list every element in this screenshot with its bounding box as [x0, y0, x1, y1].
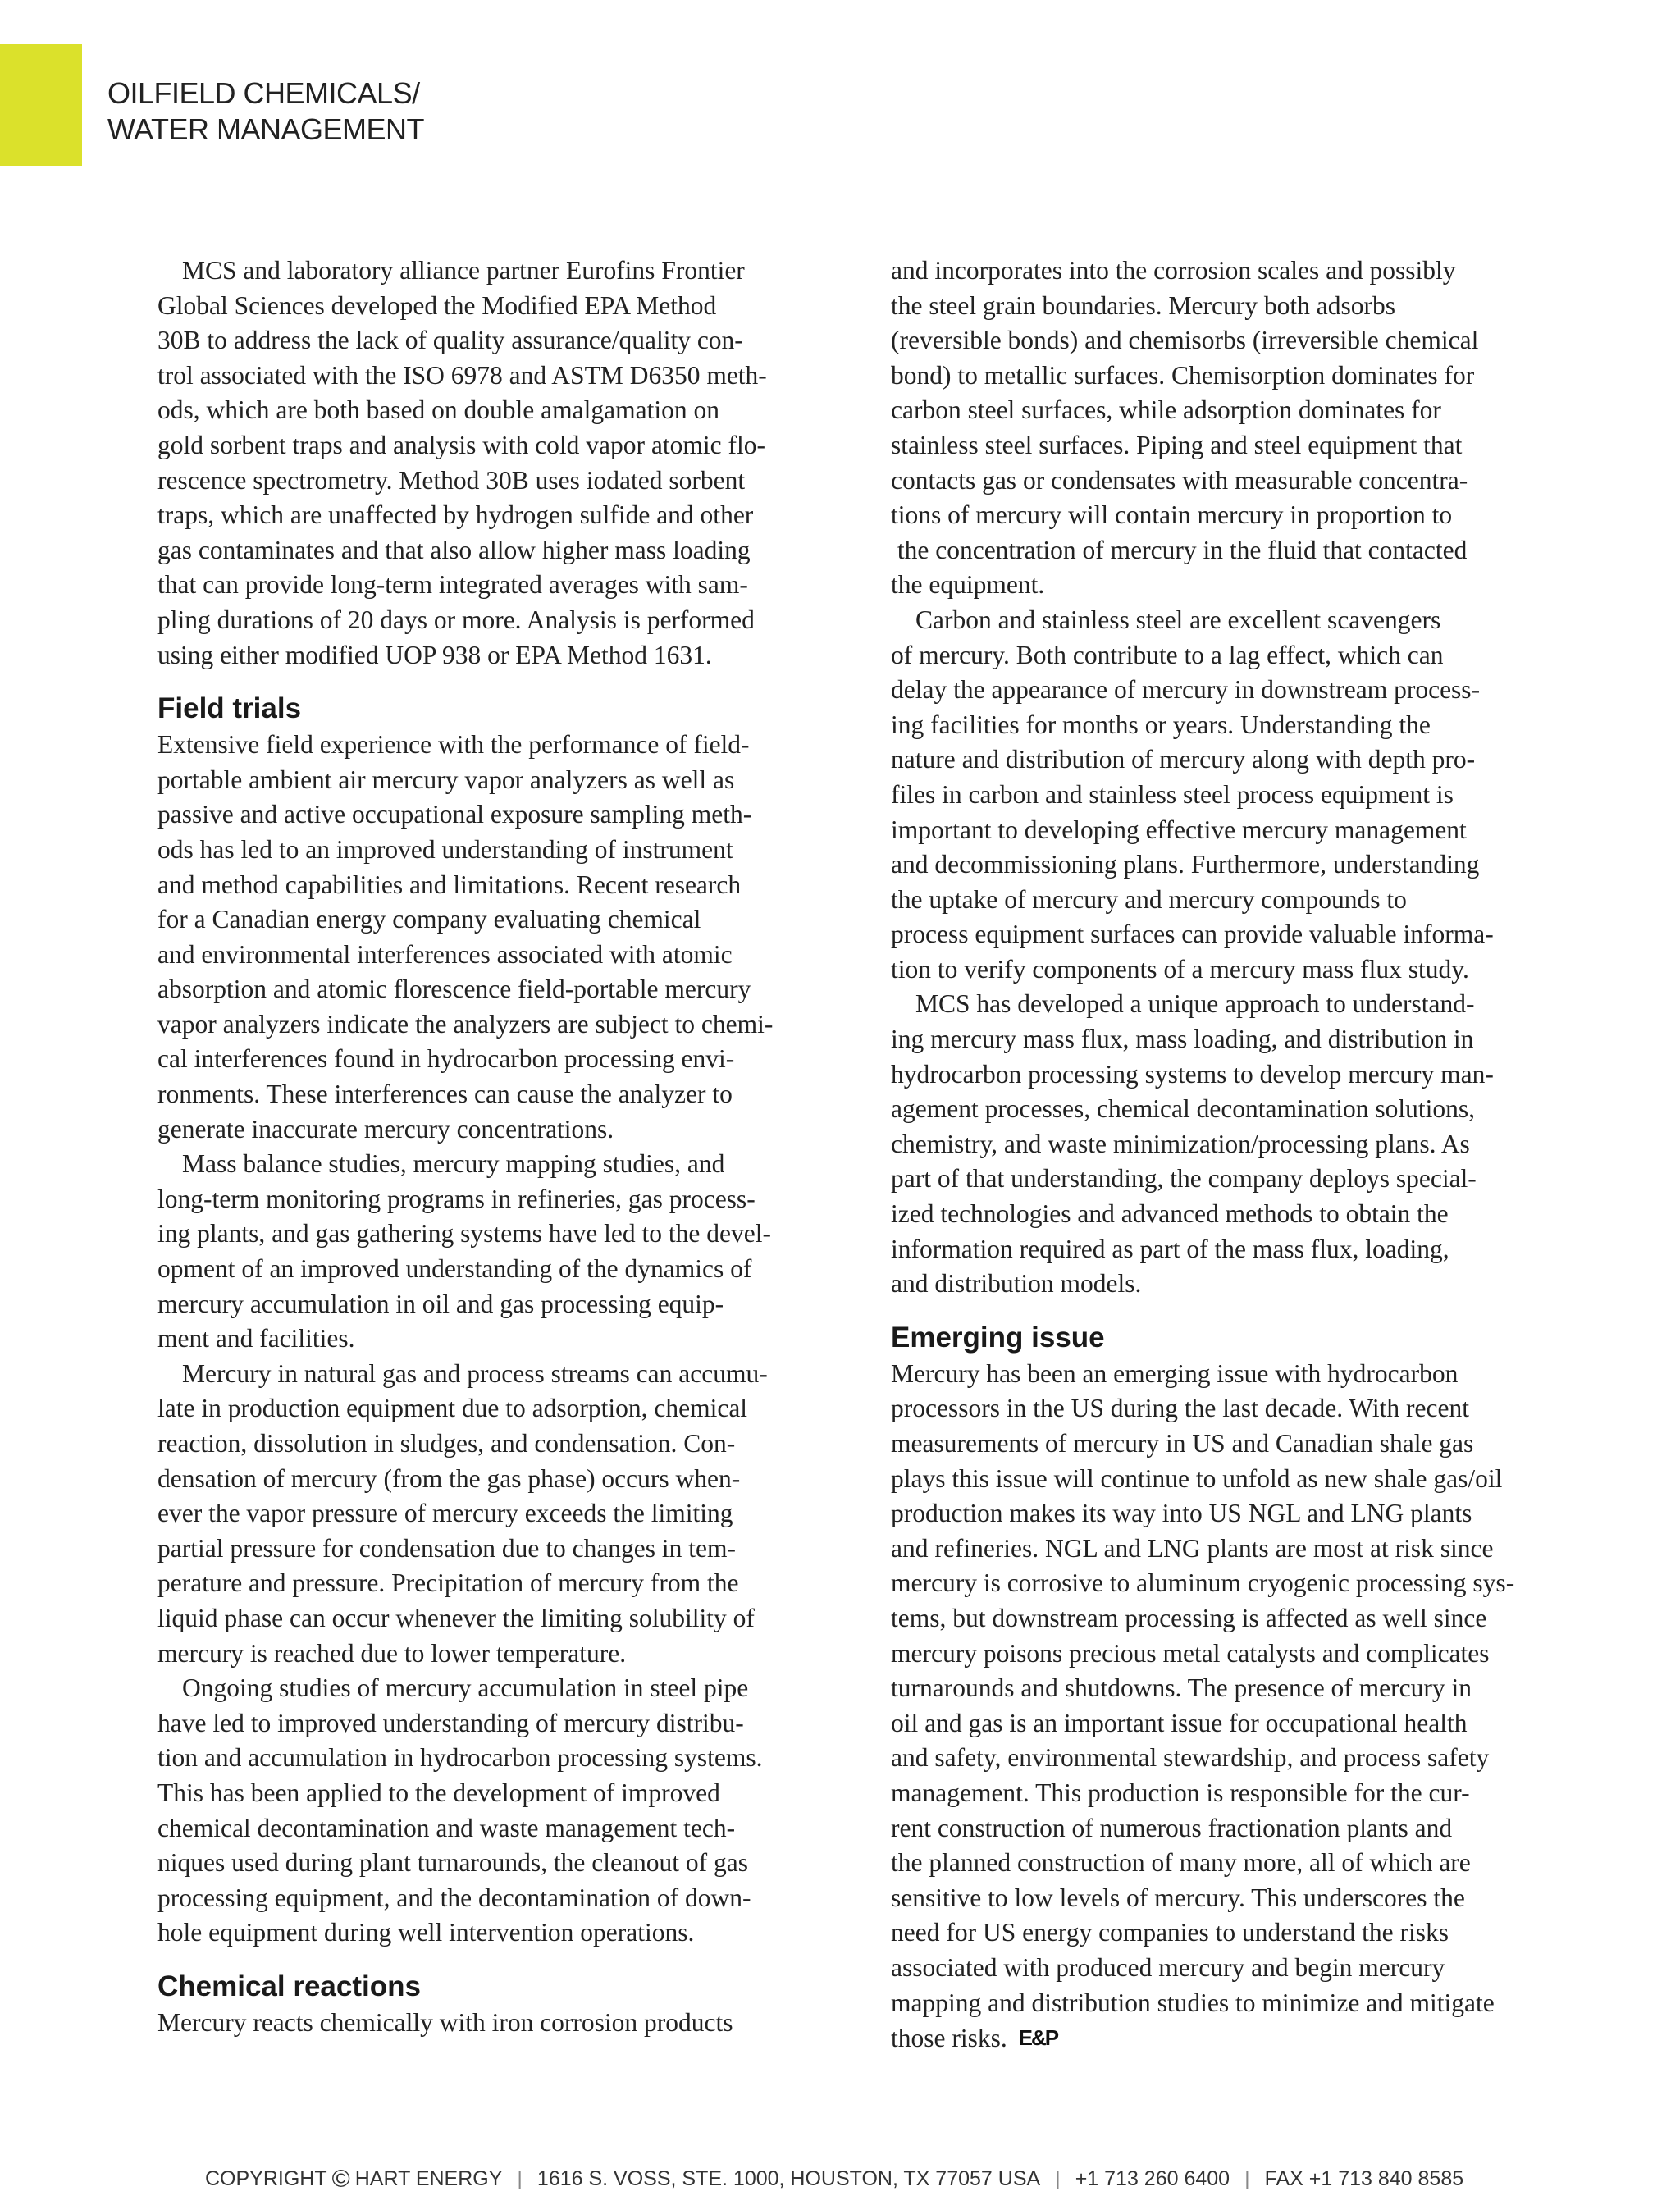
text-line: mercury accumulation in oil and gas processing equip- [158, 1289, 724, 1318]
text-line: perature and pressure. Precipitation of mercury from the [158, 1568, 739, 1598]
text-line: part of that understanding, the company deploys special- [891, 1164, 1477, 1194]
text-line: ronments. These interferences can cause the analyzer to [158, 1080, 733, 1109]
footer-separator: | [1244, 2167, 1250, 2190]
footer-company: HART ENERGY [354, 2167, 503, 2190]
text-line: and environmental interferences associated with atomic [158, 939, 733, 969]
text-line: Extensive field experience with the performance of field- [158, 730, 750, 760]
text-line: the planned construction of many more, all of which are [891, 1848, 1471, 1878]
text-line: turnarounds and shutdowns. The presence of mercury in [891, 1673, 1472, 1703]
text-line: MCS and laboratory alliance partner Eurofins Frontier [182, 256, 745, 285]
paragraph [158, 1357, 879, 1671]
text-line: absorption and atomic florescence field-portable mercury [158, 975, 751, 1004]
text-line: Mercury reacts chemically with iron corrosion products [158, 2007, 733, 2037]
text-line: those risks. E&P [891, 2020, 1613, 2056]
footer-address: 1616 S. VOSS, STE. 1000, HOUSTON, TX 77057 USA [536, 2167, 1041, 2190]
text-line: and decommissioning plans. Furthermore, understanding [891, 850, 1480, 879]
text-line: production makes its way into US NGL and LNG plants [891, 1499, 1472, 1528]
left-column [158, 253, 879, 2041]
text-line: the uptake of mercury and mercury compounds to [891, 884, 1407, 914]
section-label-line-2: WATER MANAGEMENT [107, 112, 424, 146]
text-line: gold sorbent traps and analysis with cold vapor atomic flo- [158, 430, 765, 459]
text-line: agement processes, chemical decontamination solutions, [891, 1094, 1476, 1124]
text-line: plays this issue will continue to unfold as new shale gas/oil [891, 1463, 1503, 1493]
paragraph [158, 1147, 879, 1357]
text-line: sensitive to low levels of mercury. This underscores the [891, 1883, 1465, 1912]
text-line: ized technologies and advanced methods to obtain the [891, 1199, 1449, 1229]
paragraph [891, 603, 1613, 988]
text-line: management. This production is responsible for the cur- [891, 1778, 1470, 1807]
text-line: partial pressure for condensation due to changes in tem- [158, 1533, 737, 1563]
text-line: cal interferences found in hydrocarbon processing envi- [158, 1044, 735, 1074]
paragraph [158, 1671, 879, 1951]
copyright-symbol: © [331, 2166, 350, 2193]
section-label [107, 75, 424, 148]
text-line: mercury poisons precious metal catalysts and complicates [891, 1638, 1490, 1668]
text-line: that can provide long-term integrated averages with sam- [158, 570, 748, 600]
text-line: processors in the US during the last decade. With recent [891, 1394, 1469, 1423]
heading-chemical-reactions: Chemical reactions [158, 1970, 421, 2002]
text-line: portable ambient air mercury vapor analyzers as well as [158, 765, 735, 794]
paragraph [158, 2006, 879, 2041]
text-line: have led to improved understanding of mercury distribu- [158, 1708, 744, 1737]
text-line: files in carbon and stainless steel process equipment is [891, 779, 1454, 809]
text-line: liquid phase can occur whenever the limiting solubility of [158, 1603, 755, 1632]
text-line: contacts gas or condensates with measurable concentra- [891, 465, 1468, 495]
text-line: and refineries. NGL and LNG plants are most at risk since [891, 1533, 1494, 1563]
footer-separator: | [1055, 2167, 1061, 2190]
text-line: associated with produced mercury and begin mercury [891, 1952, 1445, 1982]
text-line: ever the vapor pressure of mercury exceeds the limiting [158, 1499, 733, 1528]
text-line: need for US energy companies to understand the risks [891, 1918, 1449, 1947]
text-line: the equipment. [891, 570, 1045, 600]
text-line: the steel grain boundaries. Mercury both adsorbs [891, 290, 1395, 320]
heading-emerging-issue: Emerging issue [891, 1321, 1105, 1354]
text-line: using either modified UOP 938 or EPA Method 1631. [158, 640, 712, 669]
paragraph [891, 987, 1613, 1301]
text-line: oil and gas is an important issue for occupational health [891, 1708, 1468, 1737]
text-line: bond) to metallic surfaces. Chemisorption dominates for [891, 360, 1475, 390]
text-line: late in production equipment due to adsorption, chemical [158, 1394, 748, 1423]
paragraph-final [891, 1357, 1613, 2056]
text-line: chemistry, and waste minimization/processing plans. As [891, 1129, 1470, 1158]
text-line: Ongoing studies of mercury accumulation in steel pipe [182, 1673, 749, 1703]
text-line: rescence spectrometry. Method 30B uses iodated sorbent [158, 465, 746, 495]
text-line: tems, but downstream processing is affected as well since [891, 1603, 1487, 1632]
text-line: (reversible bonds) and chemisorbs (irreversible chemical [891, 326, 1479, 355]
text-line: delay the appearance of mercury in downstream process- [891, 675, 1481, 705]
paragraph [158, 728, 879, 1147]
footer [205, 2166, 1559, 2194]
text-line: ods has led to an improved understanding of instrument [158, 834, 733, 864]
text-line: niques used during plant turnarounds, the cleanout of gas [158, 1848, 748, 1878]
text-line: passive and active occupational exposure sampling meth- [158, 800, 752, 829]
text-line: process equipment surfaces can provide valuable informa- [891, 920, 1494, 949]
text-line: trol associated with the ISO 6978 and ASTM D6350 meth- [158, 360, 767, 390]
heading-field-trials: Field trials [158, 692, 302, 725]
text-line: measurements of mercury in US and Canadian shale gas [891, 1429, 1474, 1458]
text-line: of mercury. Both contribute to a lag effect, which can [891, 640, 1444, 669]
text-line: hole equipment during well intervention operations. [158, 1918, 695, 1947]
text-line: tions of mercury will contain mercury in proportion to [891, 500, 1453, 530]
text-line: Mercury in natural gas and process streams can accumu- [182, 1358, 768, 1388]
text-line: for a Canadian energy company evaluating chemical [158, 905, 701, 934]
text-line: ing facilities for months or years. Understanding the [891, 710, 1431, 739]
text-line: carbon steel surfaces, while adsorption dominates for [891, 395, 1441, 425]
text-line: ment and facilities. [158, 1324, 355, 1354]
footer-copyright: COPYRIGHT [205, 2167, 327, 2190]
text-line: Mass balance studies, mercury mapping studies, and [182, 1149, 725, 1179]
text-line: hydrocarbon processing systems to develop mercury man- [891, 1059, 1494, 1089]
text-line: opment of an improved understanding of the dynamics of [158, 1254, 752, 1284]
text-line: and safety, environmental stewardship, and process safety [891, 1743, 1490, 1773]
section-tab-marker [0, 44, 82, 166]
footer-separator: | [517, 2167, 523, 2190]
text-line: reaction, dissolution in sludges, and condensation. Con- [158, 1429, 736, 1458]
text-line: mercury is reached due to lower temperature. [158, 1638, 627, 1668]
ep-end-mark: E&P [1018, 2025, 1058, 2051]
text-line: rent construction of numerous fractionation plants and [891, 1813, 1453, 1842]
text-line: ing plants, and gas gathering systems have led to the devel- [158, 1219, 771, 1249]
footer-phone: +1 713 260 6400 [1075, 2167, 1230, 2190]
text-line: ing mercury mass flux, mass loading, and distribution in [891, 1025, 1474, 1054]
text-line: Global Sciences developed the Modified EPA Method [158, 290, 717, 320]
text-line: vapor analyzers indicate the analyzers are subject to chemi- [158, 1009, 774, 1039]
text-line: mapping and distribution studies to minimize and mitigate [891, 1988, 1495, 2017]
text-line: generate inaccurate mercury concentrations. [158, 1114, 614, 1144]
text-line: tion and accumulation in hydrocarbon processing systems. [158, 1743, 763, 1773]
text-line: Mercury has been an emerging issue with hydrocarbon [891, 1358, 1459, 1388]
text-line: processing equipment, and the decontamination of down- [158, 1883, 751, 1912]
text-line: chemical decontamination and waste management tech- [158, 1813, 736, 1842]
text-line: stainless steel surfaces. Piping and steel equipment that [891, 430, 1463, 459]
text-line: the concentration of mercury in the fluid that contacted [891, 535, 1468, 564]
text-line: tion to verify components of a mercury mass flux study. [891, 954, 1469, 984]
text-line: MCS has developed a unique approach to understand- [915, 989, 1475, 1019]
text-line: and incorporates into the corrosion scales and possibly [891, 256, 1456, 285]
paragraph [158, 253, 879, 673]
text-line: mercury is corrosive to aluminum cryogenic processing sys- [891, 1568, 1515, 1598]
text-line: important to developing effective mercury management [891, 815, 1467, 844]
right-column [891, 253, 1613, 2056]
text-line: traps, which are unaffected by hydrogen sulfide and other [158, 500, 754, 530]
text-line: 30B to address the lack of quality assurance/quality con- [158, 326, 743, 355]
text-line: densation of mercury (from the gas phase) occurs when- [158, 1463, 741, 1493]
text-line: This has been applied to the development of improved [158, 1778, 720, 1807]
text-line: and distribution models. [891, 1269, 1142, 1299]
text-line: nature and distribution of mercury along with depth pro- [891, 745, 1476, 774]
text-line: Carbon and stainless steel are excellent scavengers [915, 605, 1441, 634]
text-line: gas contaminates and that also allow higher mass loading [158, 535, 751, 564]
text-line: ods, which are both based on double amalgamation on [158, 395, 719, 425]
text-line: information required as part of the mass flux, loading, [891, 1234, 1449, 1263]
text-line: long-term monitoring programs in refineries, gas process- [158, 1184, 756, 1213]
footer-fax: FAX +1 713 840 8585 [1264, 2167, 1464, 2190]
text-line: and method capabilities and limitations. Recent research [158, 870, 742, 899]
paragraph [891, 253, 1613, 603]
text-line: pling durations of 20 days or more. Analysis is performed [158, 605, 755, 634]
section-label-line-1: OILFIELD CHEMICALS/ [107, 76, 420, 110]
